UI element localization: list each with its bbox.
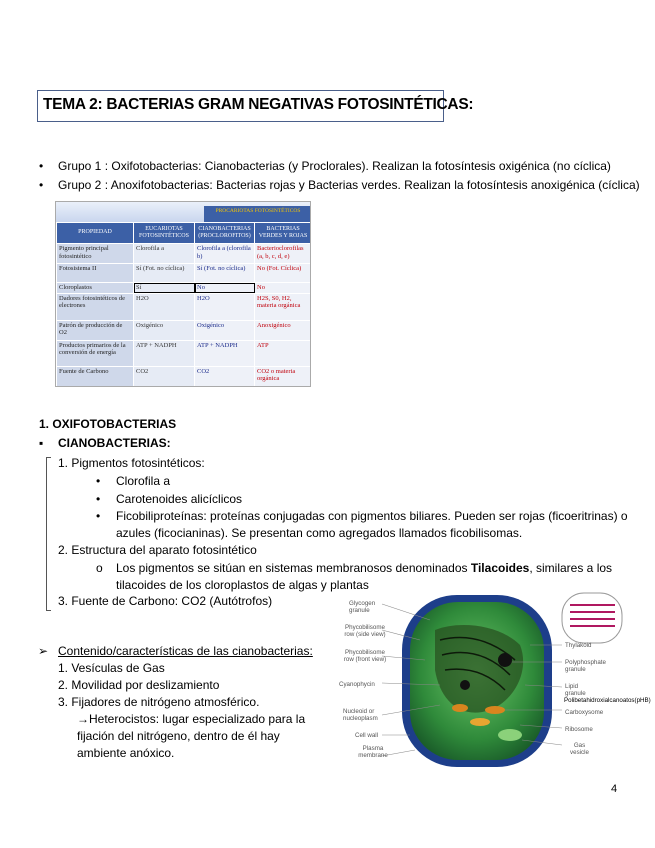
- table-cell: Fuente de Carbono: [57, 366, 134, 386]
- contenido-title: Contenido/características de las cianobacterias:: [58, 644, 313, 658]
- heterocistos-line: ambiente anóxico.: [77, 746, 175, 760]
- comparison-table: [55, 201, 311, 387]
- table-cell: Cloroplastos: [57, 283, 134, 294]
- label-lipid-granule: Lipid granule: [565, 683, 586, 697]
- table-cell: No (Fot. Cíclica): [255, 264, 312, 283]
- label-nucleoid: Nucleoid or nucleoplasm: [343, 708, 378, 722]
- heterocistos-line: fijación del nitrógeno, dentro de él hay: [77, 729, 280, 743]
- bullet-dot: •: [96, 492, 101, 506]
- table-cell: H2O: [134, 293, 195, 320]
- table-grid: [56, 222, 311, 387]
- table-cell: CO2 o materia orgánica: [255, 366, 312, 386]
- table-row: [57, 320, 312, 340]
- table-cell: Fotosistema II: [57, 264, 134, 283]
- carboxysome-shape: [485, 706, 505, 714]
- bullet-dot: •: [96, 509, 101, 523]
- pigment-ficobiliproteinas-cont: azules (ficocianinas). Se presentan como agregados llamados ficobilisomas.: [116, 526, 523, 540]
- estructura-text-b: , similares a los: [529, 561, 613, 575]
- table-cell: ATP: [255, 340, 312, 366]
- section-oxifotobacterias: 1. OXIFOTOBACTERIAS: [39, 417, 177, 431]
- item-estructura: 2. Estructura del aparato fotosintético: [58, 543, 257, 557]
- pigment-ficobiliproteinas: Ficobiliproteínas: proteínas conjugadas con pigmentos biliares. Pueden ser rojas (ficoeritrinas) o: [116, 509, 628, 523]
- table-cell: H2O: [195, 293, 255, 320]
- label-ribosome: Ribosome: [565, 726, 593, 733]
- label-plasma-membrane: Plasma membrane: [358, 745, 388, 759]
- table-cell: Pigmento principal fotosintético: [57, 244, 134, 264]
- tilacoides-bold: Tilacoides: [470, 561, 530, 575]
- contenido-item: 2. Movilidad por deslizamiento: [58, 678, 220, 692]
- granule-shape: [460, 680, 470, 690]
- square-bullet-icon: ▪: [39, 436, 44, 450]
- table-group-header: PROCARIOTAS FOTOSINTÉTICOS: [204, 206, 311, 224]
- bullet-dot: •: [96, 474, 101, 488]
- table-row: [57, 293, 312, 320]
- label-phb: Polibetahidroxialcanoatos(pHB): [564, 697, 651, 704]
- table-cell: No: [195, 283, 255, 294]
- label-thylakoid: Thylakoid: [565, 642, 592, 649]
- table-cell: Patrón de producción de O2: [57, 320, 134, 340]
- section-cianobacterias: CIANOBACTERIAS:: [58, 436, 171, 450]
- contenido-item: 3. Fijadores de nitrógeno atmosférico.: [58, 695, 260, 709]
- label-carboxysome: Carboxysome: [565, 709, 604, 716]
- page-title: TEMA 2: BACTERIAS GRAM NEGATIVAS FOTOSINTÉTICAS:: [43, 96, 474, 113]
- table-row: [57, 264, 312, 283]
- circle-bullet-icon: o: [96, 561, 103, 575]
- table-cell: Sí (Fot. no cíclica): [195, 264, 255, 283]
- table-cell: Sí: [134, 283, 195, 294]
- label-phycobilisome-side: Phycobilisome row (side view): [344, 624, 386, 638]
- table-cell: Oxigénico: [134, 320, 195, 340]
- table-cell: H2S, S0, H2, materia orgánica: [255, 293, 312, 320]
- table-cell: Anoxigénico: [255, 320, 312, 340]
- table-cell: Oxigénico: [195, 320, 255, 340]
- item-pigmentos: 1. Pigmentos fotosintéticos:: [58, 456, 205, 470]
- table-header-cell: PROPIEDAD: [57, 223, 134, 244]
- group-1-text: Grupo 1 : Oxifotobacterias: Cianobacterias (y Proclorales). Realizan la fotosíntesis oxigénica (no cíclica): [58, 159, 611, 173]
- table-row: [57, 283, 312, 294]
- table-row: [57, 366, 312, 386]
- pigment-carotenoides: Carotenoides alicíclicos: [116, 492, 243, 506]
- contenido-item: 1. Vesículas de Gas: [58, 661, 165, 675]
- table-header-row: [57, 223, 312, 244]
- estructura-text-cont: tilacoides de los cloroplastos de algas y plantas: [116, 578, 369, 592]
- table-cell: No: [255, 283, 312, 294]
- heterocistos-line: →Heterocistos: lugar especializado para la: [77, 712, 306, 726]
- table-cell: CO2: [134, 366, 195, 386]
- table-cell: Productos primarios de la conversión de energía: [57, 340, 134, 366]
- polyphosphate-granule-shape: [498, 653, 512, 667]
- table-cell: Sí (Fot. no cíclica): [134, 264, 195, 283]
- estructura-text: [116, 560, 612, 577]
- arrow-bullet-icon: ➢: [38, 644, 49, 658]
- label-gas-vesicle: Gas vesicle: [570, 742, 589, 756]
- carboxysome-shape: [470, 718, 490, 726]
- gas-vesicle-shape: [498, 729, 522, 741]
- table-cell: Clorofila a: [134, 244, 195, 264]
- table-cell: CO2: [195, 366, 255, 386]
- table-header-cell: BACTERIAS VERDES Y ROJAS: [255, 223, 312, 244]
- table-row: [57, 340, 312, 366]
- label-glycogen: Glycogen granule: [349, 600, 376, 614]
- table-cell: Clorofila a (clorofila b): [195, 244, 255, 264]
- pigment-clorofila: Clorofila a: [116, 474, 171, 488]
- table-row: [57, 244, 312, 264]
- table-cell: ATP + NADPH: [195, 340, 255, 366]
- group-2-text: Grupo 2 : Anoxifotobacterias: Bacterias rojas y Bacterias verdes. Realizan la fotosíntesis anoxigénica (cíclica): [58, 178, 640, 192]
- estructura-text-a: Los pigmentos se sitúan en sistemas membranosos denominados: [116, 561, 471, 575]
- table-header-cell: CIANOBACTERIAS (PROCLOROFITOS): [195, 223, 255, 244]
- label-cell-wall: Cell wall: [355, 732, 379, 739]
- carboxysome-shape: [452, 704, 468, 712]
- table-cell: ATP + NADPH: [134, 340, 195, 366]
- bullet-dot-2: •: [39, 178, 44, 192]
- label-phycobilisome-front: Phycobilisome row (front view): [343, 649, 387, 663]
- label-polyphosphate: Polyphosphate granule: [565, 659, 606, 673]
- list-bracket: [46, 457, 51, 611]
- table-cell: Dadores fotosintéticos de electrones: [57, 293, 134, 320]
- table-cell: Bacterioclorofilas (a, b, c, d, e): [255, 244, 312, 264]
- label-cyanophycin: Cyanophycin: [339, 681, 375, 688]
- table-header-cell: EUCARIOTAS FOTOSINTÉTICOS: [134, 223, 195, 244]
- item-fuente-carbono: 3. Fuente de Carbono: CO2 (Autótrofos): [58, 594, 273, 608]
- bullet-dot-1: •: [39, 159, 44, 173]
- page-number: 4: [611, 783, 618, 795]
